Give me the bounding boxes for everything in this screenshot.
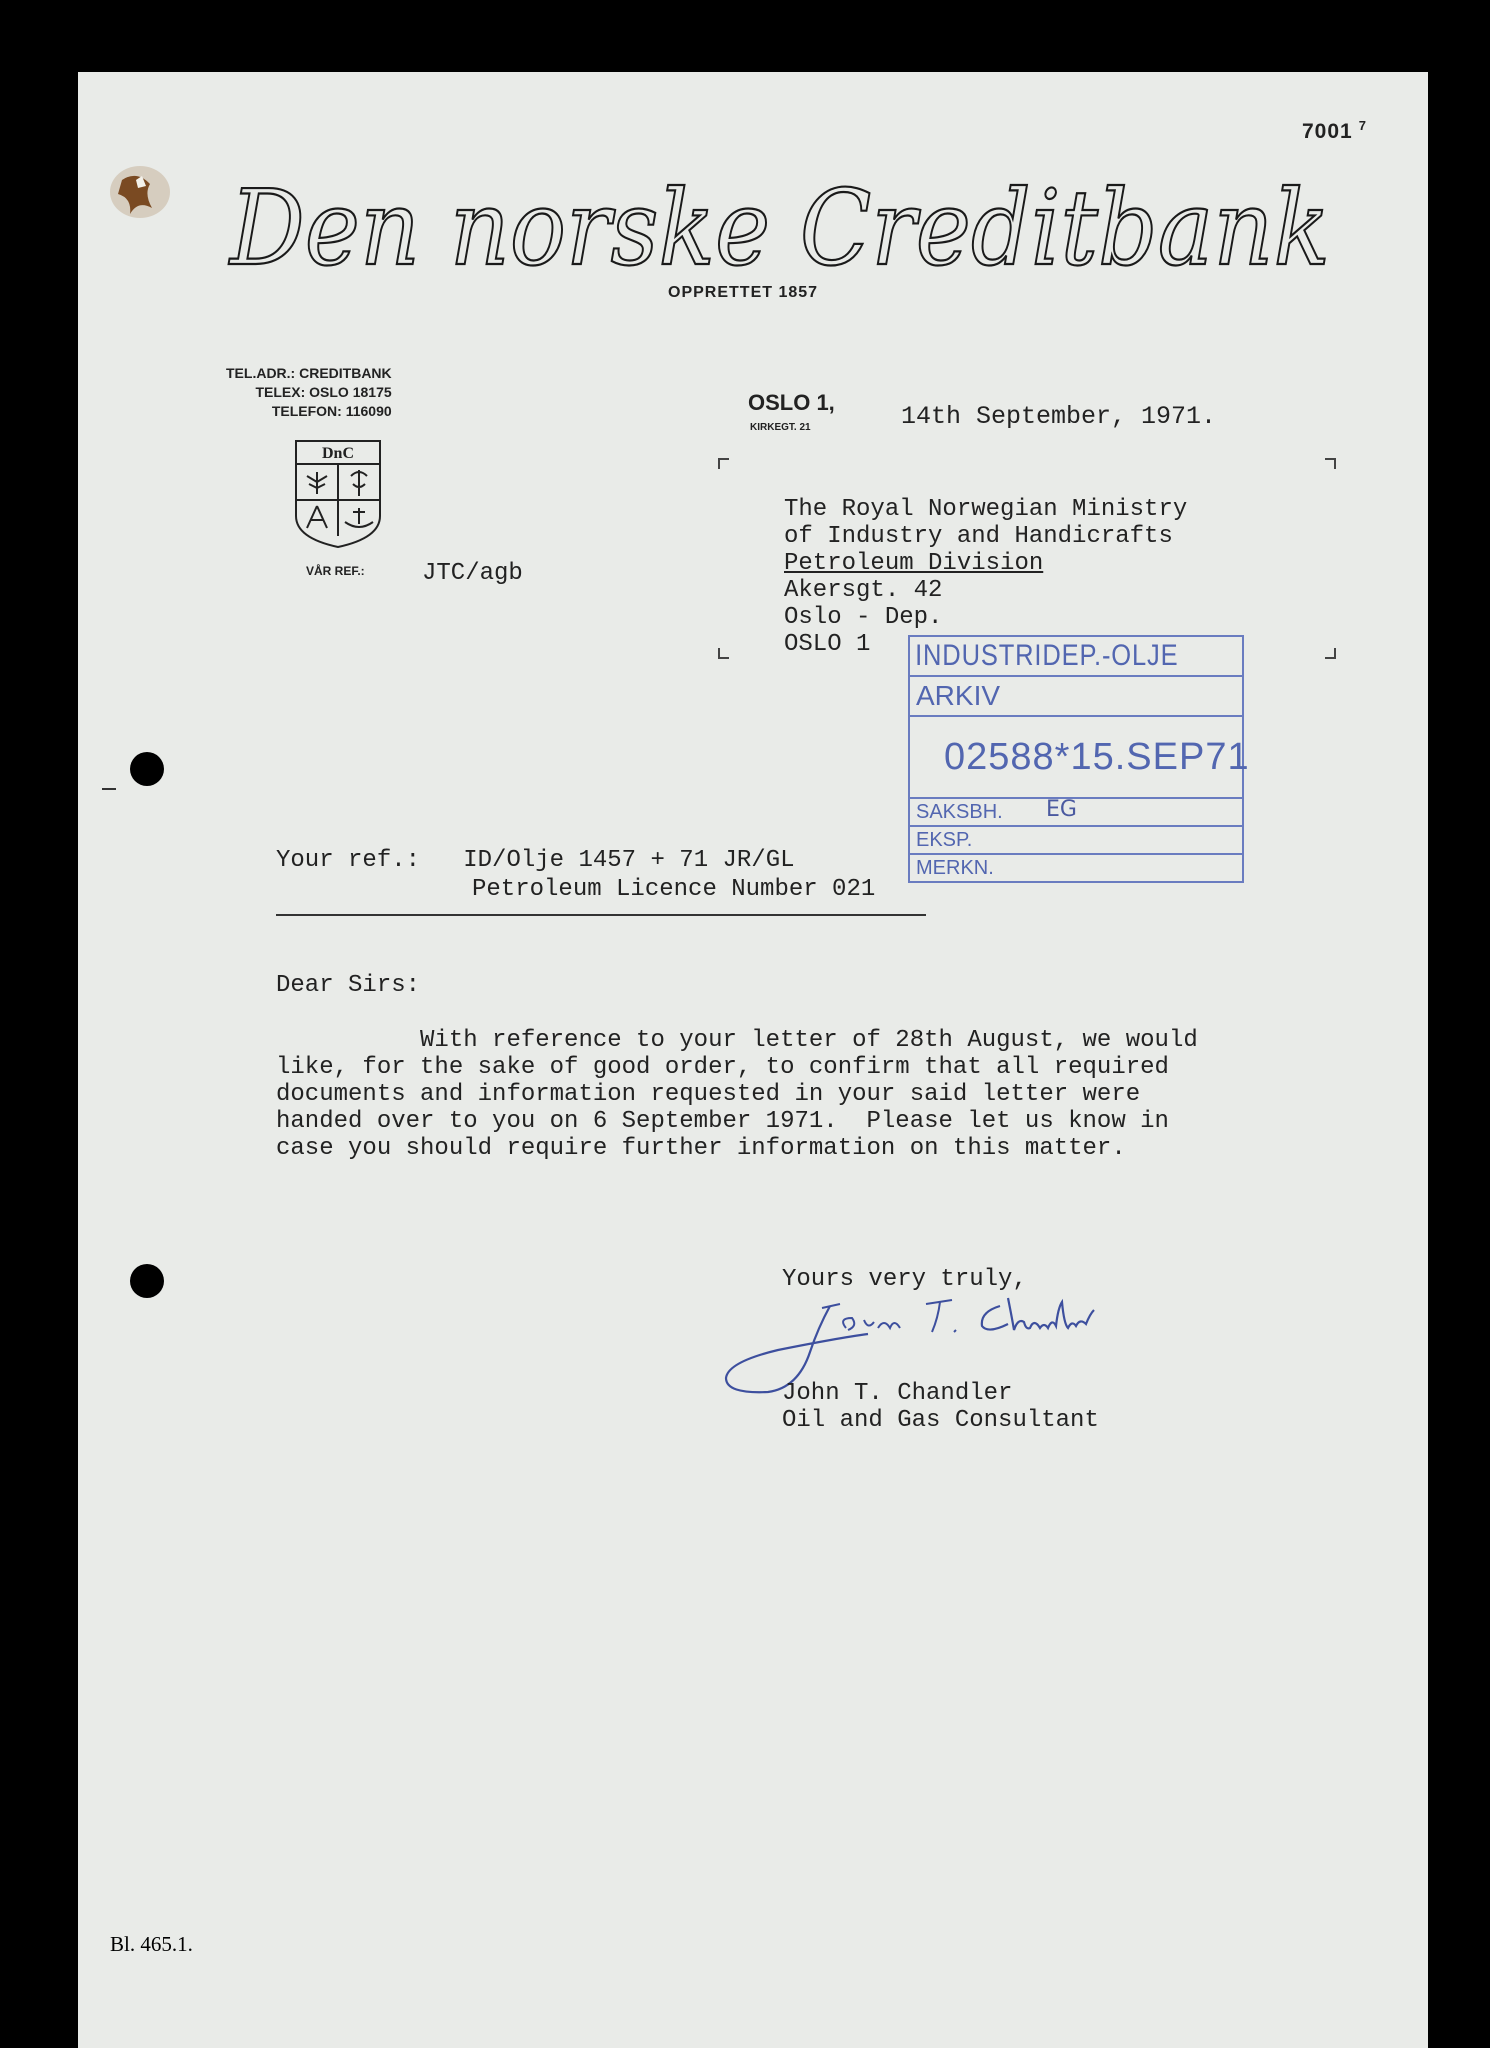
recipient-line: Akersgt. 42 <box>784 577 943 604</box>
bank-logo <box>220 124 1340 394</box>
recipient-line: of Industry and Handicrafts <box>784 523 1173 550</box>
letter-page <box>78 72 1428 2048</box>
bank-crest-icon <box>293 438 383 550</box>
our-reference-label: VÅR REF.: <box>306 564 365 578</box>
address-corner-mark <box>718 458 729 469</box>
stamp-caseworker-row <box>908 797 1244 825</box>
telex-number: TELEX: OSLO 18175 <box>255 384 392 400</box>
bank-logo-text: Den norske Creditbank <box>228 167 1330 289</box>
address-corner-mark <box>718 648 729 659</box>
letter-body: With reference to your letter of 28th August, we would like, for the sake of good order, to confirm that all required documents and information requested in your said letter were handed over to you on 6 September 1971. Please let us know in case you should require further information on this matter. <box>276 1027 1198 1162</box>
address-corner-mark <box>1325 458 1336 469</box>
sender-city: OSLO 1, <box>748 390 835 415</box>
crest-label: DnC <box>321 445 355 462</box>
form-number: Bl. 465.1. <box>110 1932 193 1956</box>
margin-mark <box>102 788 116 790</box>
signatory-name: John T. Chandler <box>782 1380 1013 1407</box>
recipient-line: The Royal Norwegian Ministry <box>784 496 1188 523</box>
established-year: OPPRETTET 1857 <box>668 284 819 301</box>
recipient-line <box>784 550 1187 577</box>
reference-underline <box>276 914 926 916</box>
burn-mark <box>92 150 182 230</box>
document-number: 7001 $^7$ <box>1302 118 1367 143</box>
our-reference-code: JTC/agb <box>422 560 523 587</box>
stamp-archive: ARKIV <box>916 680 1001 711</box>
receipt-stamp <box>908 635 1250 883</box>
your-reference-label: Your ref.: <box>276 847 421 874</box>
bank-contact-block <box>226 364 392 421</box>
your-reference-block <box>276 846 875 904</box>
sender-street: KIRKEGT. 21 <box>750 422 811 433</box>
telephone-number: TELEFON: 116090 <box>271 403 392 419</box>
signatory-block <box>782 1380 1099 1434</box>
stamp-caseworker-initials: EG <box>1046 797 1077 822</box>
recipient-division: Petroleum Division <box>784 550 1044 577</box>
recipient-line: OSLO 1 <box>784 631 871 658</box>
stamp-department: INDUSTRIDEP.-OLJE <box>915 639 1179 672</box>
stamp-caseworker-label: SAKSBH. <box>916 801 1003 823</box>
stamp-dispatch-row <box>908 825 1244 853</box>
punch-hole <box>130 752 164 786</box>
salutation: Dear Sirs: <box>276 972 421 999</box>
recipient-address <box>784 496 1187 658</box>
letter-date: 14th September, 1971. <box>901 402 1217 431</box>
address-corner-mark <box>1325 648 1336 659</box>
stamp-dispatch-label: EKSP. <box>916 829 973 851</box>
your-reference-code: ID/Olje 1457 + 71 JR/GL <box>463 847 795 874</box>
punch-hole <box>130 1264 164 1298</box>
stamp-journal-number: 02588*15.SEP71 <box>908 715 1244 797</box>
stamp-department-row <box>908 635 1244 675</box>
licence-number: Petroleum Licence Number 021 <box>472 876 876 903</box>
stamp-remarks-label: MERKN. <box>916 857 994 879</box>
signatory-title: Oil and Gas Consultant <box>782 1407 1099 1434</box>
stamp-archive-row <box>908 675 1244 715</box>
telegraph-address: TEL.ADR.: CREDITBANK <box>226 365 392 381</box>
stamp-remarks-row <box>908 853 1244 883</box>
closing: Yours very truly, <box>782 1266 1027 1293</box>
recipient-line: Oslo - Dep. <box>784 604 943 631</box>
